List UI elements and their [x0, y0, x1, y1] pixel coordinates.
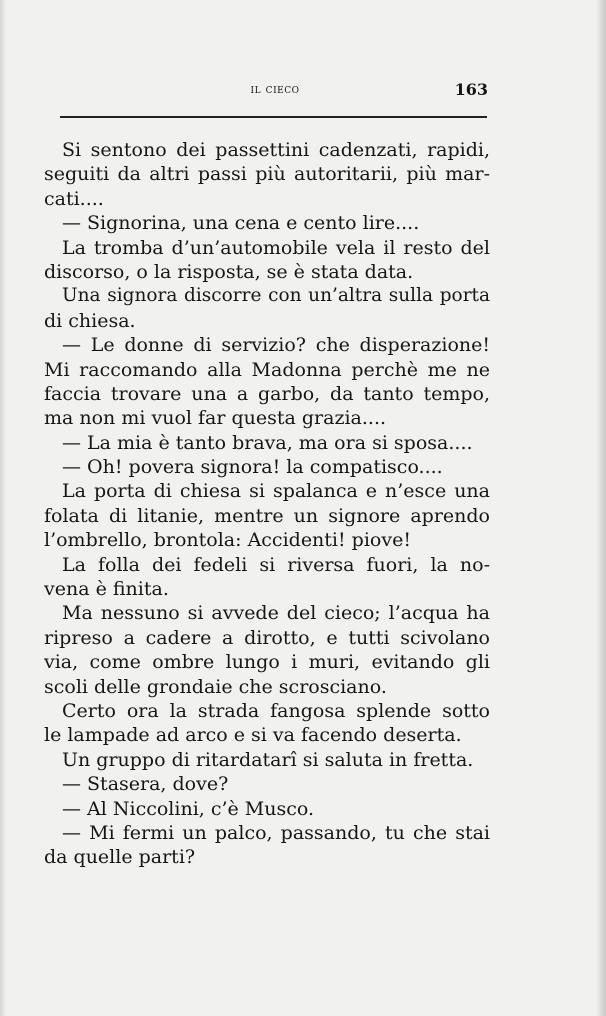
- text-line: Si sentono dei passettini cadenzati, rapidi,: [62, 139, 490, 161]
- text-line: cati....: [44, 187, 104, 210]
- text-line: folata di litanie, mentre un signore aprendo: [44, 504, 490, 527]
- text-line: Mi raccomando alla Madonna perchè me ne: [44, 358, 490, 381]
- text-line: ripreso a cadere a dirotto, e tutti scivolano: [44, 626, 490, 649]
- text-line: Un gruppo di ritardatarî si saluta in fretta.: [62, 748, 474, 771]
- text-line: — Stasera, dove?: [62, 773, 229, 796]
- text-line: — Signorina, una cena e cento lire....: [62, 212, 420, 235]
- text-line: — Le donne di servizio? che disperazione!: [62, 334, 490, 357]
- text-line: faccia trovare una a garbo, da tanto tempo,: [44, 382, 490, 405]
- text-line: da quelle parti?: [44, 846, 196, 869]
- running-title: il cieco: [250, 82, 300, 97]
- header-rule: [60, 116, 487, 118]
- body-text: [44, 138, 490, 870]
- text-line: Ma nessuno si avvede del cieco; l’acqua ha: [62, 602, 490, 625]
- text-line: — Mi fermi un palco, passando, tu che stai: [62, 821, 490, 844]
- page-number: 163: [454, 80, 488, 99]
- page-edge-shadow-right: [596, 0, 606, 1016]
- text-line: via, come ombre lungo i muri, evitando gli: [44, 651, 490, 674]
- page-header: [60, 80, 490, 100]
- text-line: di chiesa.: [44, 309, 136, 332]
- text-line: — Al Niccolini, c’è Musco.: [62, 797, 315, 820]
- text-line: — La mia è tanto brava, ma ora si sposa....: [62, 431, 473, 454]
- text-line: scoli delle grondaie che scrosciano.: [44, 675, 387, 698]
- page-edge-shadow-left: [0, 0, 6, 1016]
- text-line: ma non mi vuol far questa grazia....: [44, 407, 387, 430]
- text-line: La folla dei fedeli si riversa fuori, la no-: [62, 553, 490, 576]
- text-line: Certo ora la strada fangosa splende sotto: [62, 699, 490, 722]
- text-line: l’ombrello, brontola: Accidenti! piove!: [44, 529, 411, 552]
- text-line: Una signora discorre con un’altra sulla porta: [62, 285, 490, 307]
- text-line: le lampade ad arco e si va facendo deserta.: [44, 724, 462, 747]
- text-line: La porta di chiesa si spalanca e n’esce una: [62, 480, 490, 503]
- text-line: seguiti da altri passi più autoritarii, più mar-: [44, 163, 490, 186]
- text-line: — Oh! povera signora! la compatisco....: [62, 456, 443, 479]
- text-line: vena è finita.: [44, 578, 169, 601]
- text-line: La tromba d’un’automobile vela il resto del: [62, 236, 490, 259]
- text-line: discorso, o la risposta, se è stata data.: [44, 260, 414, 283]
